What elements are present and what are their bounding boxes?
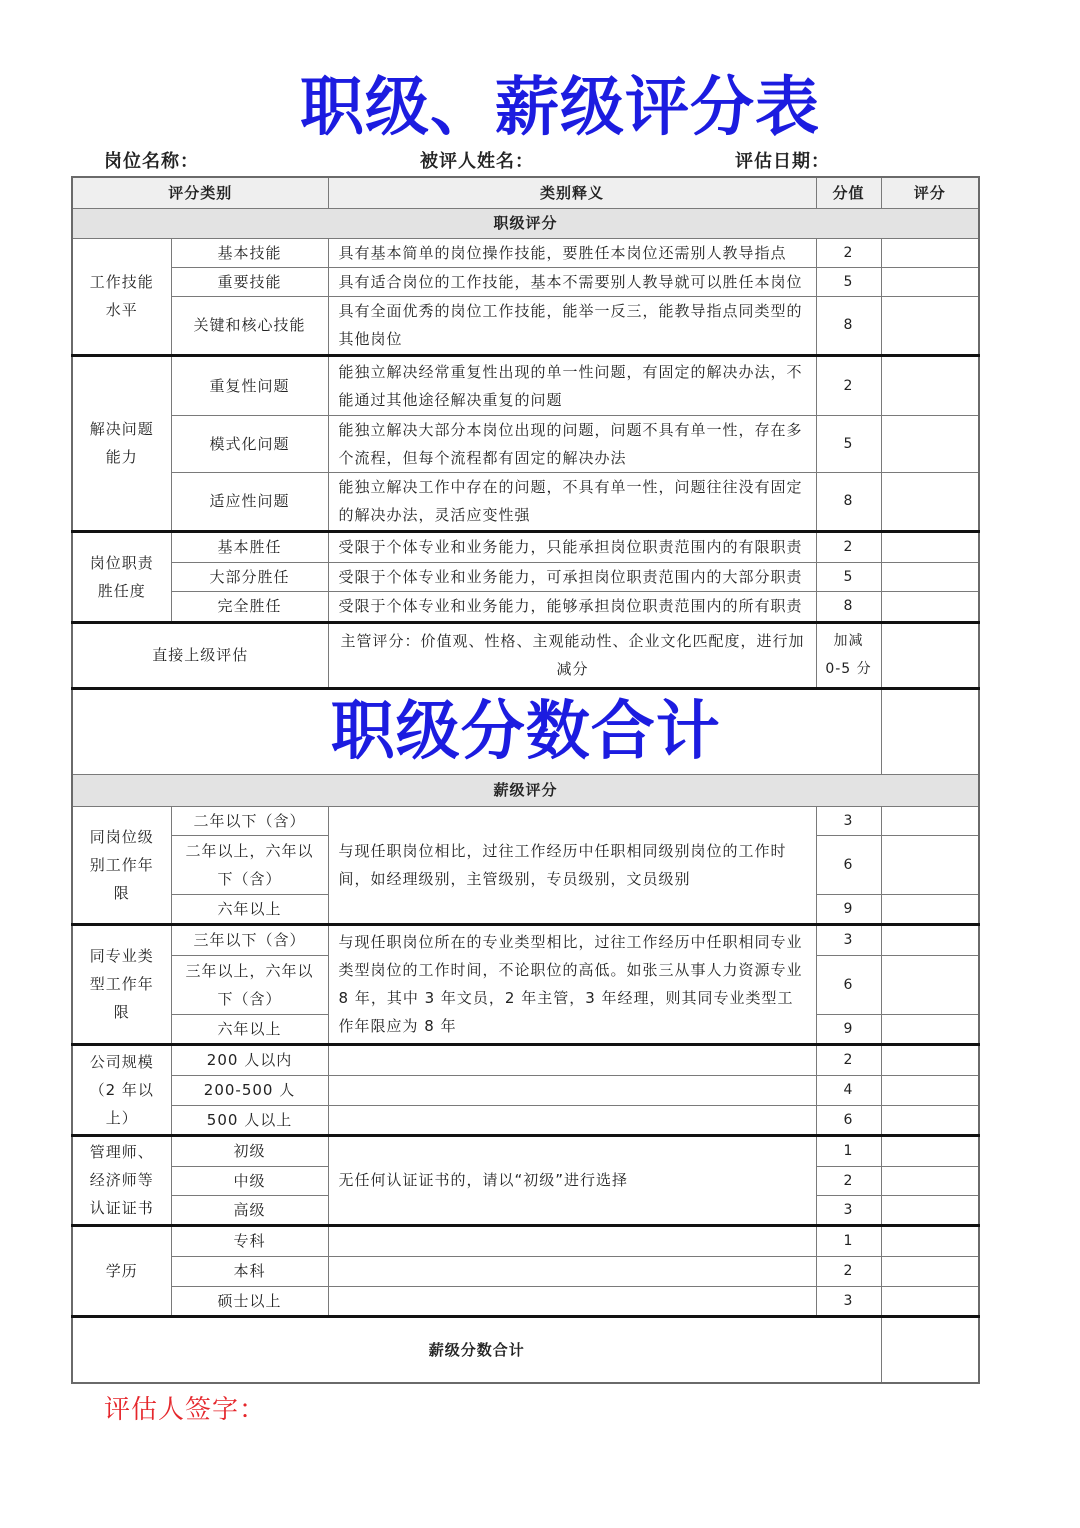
- empty-definition: [328, 1044, 816, 1075]
- item-points: 3: [816, 806, 881, 835]
- item-label: 关键和核心技能: [171, 296, 328, 355]
- item-points: 9: [816, 1014, 881, 1044]
- position-label: 岗位名称：: [104, 151, 199, 172]
- table-row: [72, 1286, 979, 1316]
- empty-definition: [328, 1256, 816, 1286]
- item-points: 2: [816, 238, 881, 267]
- item-label: 三年以下（含）: [171, 924, 328, 955]
- score-cell: [881, 472, 979, 531]
- item-points: 6: [816, 835, 881, 894]
- section-row: [72, 208, 979, 238]
- supervisor-points-line2: 0-5 分: [825, 661, 872, 677]
- score-cell: [881, 806, 979, 835]
- item-label: 基本技能: [171, 238, 328, 267]
- item-label: 200 人以内: [171, 1044, 328, 1075]
- header-points: 分值: [816, 177, 881, 208]
- score-cell: [881, 562, 979, 591]
- score-cell: [881, 1044, 979, 1075]
- score-cell: [881, 1256, 979, 1286]
- score-cell: [881, 924, 979, 955]
- category-label: 同专业类型工作年限: [72, 924, 171, 1044]
- score-cell: [881, 267, 979, 296]
- table-row: [72, 1105, 979, 1135]
- category-label: 管理师、经济师等认证证书: [72, 1135, 171, 1225]
- item-label: 完全胜任: [171, 591, 328, 622]
- group-definition: 与现任职岗位所在的专业类型相比，过往工作经历中任职相同专业类型岗位的工作时间，不论职位的高低。如张三从事人力资源专业 8 年，其中 3 年文员，2 年主管，3 年经理，则其同专业类型工作年限应为 8 年: [328, 924, 816, 1044]
- item-definition: 能独立解决经常重复性出现的单一性问题，有固定的解决办法，不能通过其他途径解决重复的问题: [328, 355, 816, 415]
- item-label: 重复性问题: [171, 355, 328, 415]
- empty-definition: [328, 1286, 816, 1316]
- item-label: 500 人以上: [171, 1105, 328, 1135]
- item-label: 六年以上: [171, 894, 328, 924]
- score-cell: [881, 1075, 979, 1105]
- item-points: 8: [816, 296, 881, 355]
- supervisor-category: 直接上级评估: [72, 622, 328, 688]
- table-row: [72, 531, 979, 562]
- score-cell: [881, 1105, 979, 1135]
- score-cell: [881, 835, 979, 894]
- score-cell: [881, 591, 979, 622]
- item-points: 1: [816, 1135, 881, 1166]
- category-label: 公司规模（2 年以上）: [72, 1044, 171, 1135]
- item-label: 重要技能: [171, 267, 328, 296]
- table-row: [72, 238, 979, 267]
- category-label: 岗位职责胜任度: [72, 531, 171, 622]
- score-cell: [881, 296, 979, 355]
- form-title: 职级、薪级评分表: [300, 71, 820, 145]
- item-label: 本科: [171, 1256, 328, 1286]
- score-cell: [881, 1225, 979, 1256]
- table-row: [72, 1256, 979, 1286]
- date-label: 评估日期：: [735, 151, 830, 172]
- empty-definition: [328, 1105, 816, 1135]
- supervisor-points: [816, 622, 881, 688]
- score-cell: [881, 1135, 979, 1166]
- salary-total-label: 薪级分数合计: [72, 1316, 881, 1383]
- salary-total-score-cell: [881, 1316, 979, 1383]
- supervisor-definition: 主管评分：价值观、性格、主观能动性、企业文化匹配度，进行加减分: [328, 622, 816, 688]
- salary-total-row: [72, 1316, 979, 1383]
- score-cell: [881, 355, 979, 415]
- item-label: 六年以上: [171, 1014, 328, 1044]
- item-definition: 具有适合岗位的工作技能，基本不需要别人教导就可以胜任本岗位: [328, 267, 816, 296]
- item-points: 2: [816, 1044, 881, 1075]
- rank-total-row: [72, 688, 979, 774]
- item-points: 6: [816, 955, 881, 1014]
- table-row: [72, 296, 979, 355]
- item-label: 初级: [171, 1135, 328, 1166]
- table-row: [72, 806, 979, 835]
- group-definition: 与现任职岗位相比，过往工作经历中任职相同级别岗位的工作时间，如经理级别，主管级别，专员级别，文员级别: [328, 806, 816, 924]
- item-points: 3: [816, 924, 881, 955]
- category-label: 解决问题能力: [72, 355, 171, 531]
- category-label: 学历: [72, 1225, 171, 1316]
- item-points: 4: [816, 1075, 881, 1105]
- item-definition: 受限于个体专业和业务能力，只能承担岗位职责范围内的有限职责: [328, 531, 816, 562]
- appraisee-label: 被评人姓名：: [420, 151, 534, 172]
- item-points: 2: [816, 531, 881, 562]
- item-points: 6: [816, 1105, 881, 1135]
- item-label: 高级: [171, 1195, 328, 1225]
- table-row: [72, 562, 979, 591]
- item-label: 中级: [171, 1166, 328, 1195]
- item-points: 3: [816, 1286, 881, 1316]
- item-label: 硕士以上: [171, 1286, 328, 1316]
- item-points: 5: [816, 562, 881, 591]
- table-row: [72, 591, 979, 622]
- header-row: [72, 177, 979, 208]
- item-label: 模式化问题: [171, 415, 328, 472]
- item-definition: 能独立解决工作中存在的问题，不具有单一性，问题往往没有固定的解决办法，灵活应变性强: [328, 472, 816, 531]
- item-points: 1: [816, 1225, 881, 1256]
- item-points: 5: [816, 415, 881, 472]
- table-row: [72, 472, 979, 531]
- scoring-table: [71, 176, 980, 1384]
- table-row: [72, 1044, 979, 1075]
- empty-definition: [328, 1075, 816, 1105]
- score-cell: [881, 894, 979, 924]
- score-cell: [881, 1166, 979, 1195]
- item-points: 8: [816, 591, 881, 622]
- item-definition: 具有基本简单的岗位操作技能，要胜任本岗位还需别人教导指点: [328, 238, 816, 267]
- table-row: [72, 622, 979, 688]
- item-points: 5: [816, 267, 881, 296]
- score-cell: [881, 1286, 979, 1316]
- rank-total-label: 职级分数合计: [72, 688, 881, 774]
- score-cell: [881, 531, 979, 562]
- item-label: 200-500 人: [171, 1075, 328, 1105]
- header-category: 评分类别: [72, 177, 328, 208]
- section-row: [72, 774, 979, 806]
- table-row: [72, 1225, 979, 1256]
- item-label: 三年以上，六年以下（含）: [171, 955, 328, 1014]
- table-row: [72, 924, 979, 955]
- item-definition: 受限于个体专业和业务能力，能够承担岗位职责范围内的所有职责: [328, 591, 816, 622]
- item-label: 专科: [171, 1225, 328, 1256]
- item-definition: 能独立解决大部分本岗位出现的问题，问题不具有单一性，存在多个流程，但每个流程都有固定的解决办法: [328, 415, 816, 472]
- item-points: 3: [816, 1195, 881, 1225]
- item-points: 9: [816, 894, 881, 924]
- item-label: 二年以上，六年以下（含）: [171, 835, 328, 894]
- item-points: 2: [816, 355, 881, 415]
- item-definition: 具有全面优秀的岗位工作技能，能举一反三，能教导指点同类型的其他岗位: [328, 296, 816, 355]
- item-label: 适应性问题: [171, 472, 328, 531]
- item-definition: 受限于个体专业和业务能力，可承担岗位职责范围内的大部分职责: [328, 562, 816, 591]
- table-row: [72, 415, 979, 472]
- item-label: 基本胜任: [171, 531, 328, 562]
- supervisor-points-line1: 加减: [833, 633, 864, 649]
- item-label: 二年以下（含）: [171, 806, 328, 835]
- item-points: 8: [816, 472, 881, 531]
- table-row: [72, 267, 979, 296]
- signature-label: 评估人签字：: [104, 1395, 267, 1425]
- section-title-rank: 职级评分: [72, 208, 979, 238]
- item-label: 大部分胜任: [171, 562, 328, 591]
- table-row: [72, 1075, 979, 1105]
- group-definition: 无任何认证证书的，请以“初级”进行选择: [328, 1135, 816, 1225]
- header-definition: 类别释义: [328, 177, 816, 208]
- item-points: 2: [816, 1256, 881, 1286]
- section-title-salary: 薪级评分: [72, 774, 979, 806]
- empty-definition: [328, 1225, 816, 1256]
- category-label: 工作技能水平: [72, 238, 171, 355]
- score-cell: [881, 1014, 979, 1044]
- item-points: 2: [816, 1166, 881, 1195]
- score-cell: [881, 622, 979, 688]
- header-score: 评分: [881, 177, 979, 208]
- score-cell: [881, 415, 979, 472]
- rank-total-score-cell: [881, 688, 979, 774]
- table-row: [72, 1135, 979, 1166]
- category-label: 同岗位级别工作年限: [72, 806, 171, 924]
- table-row: [72, 355, 979, 415]
- score-cell: [881, 238, 979, 267]
- score-cell: [881, 955, 979, 1014]
- score-cell: [881, 1195, 979, 1225]
